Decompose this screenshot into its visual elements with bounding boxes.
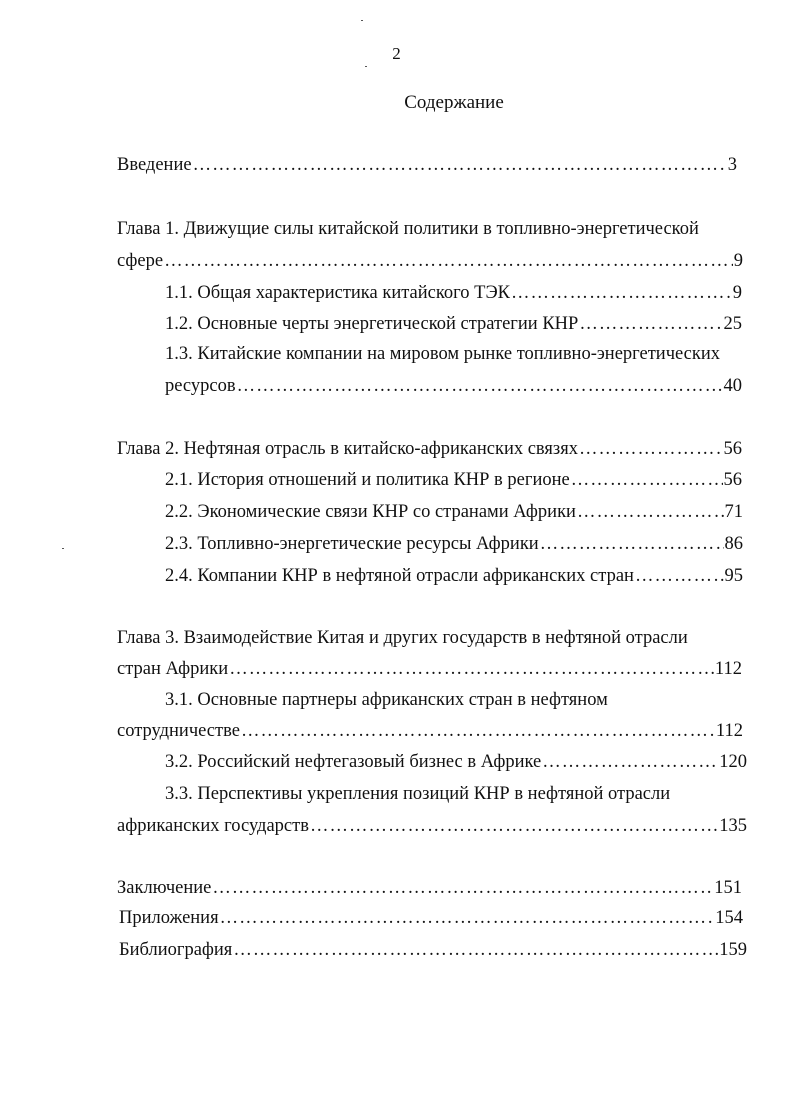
toc-label: 2.3. Топливно-энергетические ресурсы Африки	[165, 534, 539, 554]
scan-speck	[365, 66, 367, 67]
toc-leader	[540, 532, 724, 556]
toc-entry-chapter-3[interactable]	[117, 657, 742, 681]
toc-entry-1-3[interactable]	[165, 374, 742, 398]
toc-leader	[635, 564, 724, 588]
scan-speck	[361, 20, 363, 21]
toc-leader	[310, 814, 718, 838]
toc-page: 112	[714, 659, 742, 679]
toc-page: 95	[724, 566, 743, 586]
toc-page: 9	[732, 283, 742, 303]
toc-label: 1.1. Общая характеристика китайского ТЭК	[165, 283, 511, 303]
toc-entry-2-1[interactable]	[165, 468, 742, 492]
toc-leader	[571, 468, 723, 492]
toc-entry-intro[interactable]	[117, 153, 737, 177]
toc-label: ресурсов	[165, 376, 236, 396]
toc-entry-3-2[interactable]	[165, 750, 747, 774]
toc-leader	[233, 938, 718, 962]
toc-entry-chapter-1[interactable]	[117, 249, 743, 273]
toc-page: 40	[723, 376, 742, 396]
toc-page: 154	[715, 908, 743, 928]
toc-page: 86	[724, 534, 743, 554]
toc-leader	[579, 312, 722, 336]
toc-page: 3	[727, 155, 737, 175]
scan-speck	[62, 548, 64, 549]
toc-leader	[542, 750, 718, 774]
toc-leader	[164, 249, 733, 273]
toc-page: 120	[719, 752, 747, 772]
toc-section-1-3-title[interactable]: 1.3. Китайские компании на мировом рынке топливно-энергетических	[165, 344, 721, 364]
toc-label: 2.2. Экономические связи КНР со странами Африки	[165, 502, 576, 522]
toc-label: 3.2. Российский нефтегазовый бизнес в Африке	[165, 752, 542, 772]
toc-leader	[212, 876, 713, 900]
toc-label: 1.2. Основные черты энергетической стратегии КНР	[165, 314, 579, 334]
toc-entry-appendices[interactable]	[119, 906, 743, 930]
toc-leader	[579, 437, 722, 461]
toc-label: африканских государств	[117, 816, 309, 836]
toc-leader	[241, 719, 715, 743]
toc-entry-2-3[interactable]	[165, 532, 743, 556]
toc-section-3-1-title[interactable]: 3.1. Основные партнеры африканских стран в нефтяном	[165, 690, 608, 710]
toc-entry-3-3[interactable]	[117, 814, 747, 838]
toc-entry-3-1[interactable]	[117, 719, 743, 743]
toc-label: стран Африки	[117, 659, 229, 679]
toc-entry-chapter-2[interactable]	[117, 437, 742, 461]
toc-section-3-3-title[interactable]: 3.3. Перспективы укрепления позиций КНР в нефтяной отрасли	[165, 784, 671, 804]
toc-chapter-1-title[interactable]: Глава 1. Движущие силы китайской политики в топливно-энергетической	[117, 219, 699, 239]
toc-page: 71	[724, 502, 743, 522]
toc-page: 112	[715, 721, 743, 741]
toc-label: Приложения	[119, 908, 219, 928]
toc-label: Заключение	[117, 878, 212, 898]
toc-leader	[577, 500, 724, 524]
toc-label: Библиография	[119, 940, 233, 960]
toc-label: Глава 2. Нефтяная отрасль в китайско-африканских связях	[117, 439, 579, 459]
toc-page: 151	[714, 878, 742, 898]
toc-page: 159	[719, 940, 747, 960]
toc-entry-conclusion[interactable]	[117, 876, 742, 900]
toc-entry-2-2[interactable]	[165, 500, 743, 524]
toc-leader	[220, 906, 715, 930]
toc-leader	[511, 281, 732, 305]
toc-label: сфере	[117, 251, 164, 271]
toc-entry-1-2[interactable]	[165, 312, 742, 336]
toc-page: 25	[723, 314, 742, 334]
toc-label: сотрудничестве	[117, 721, 240, 741]
toc-page: 56	[723, 470, 742, 490]
toc-chapter-3-title[interactable]: Глава 3. Взаимодействие Китая и других государств в нефтяной отрасли	[117, 628, 688, 648]
page-number: 2	[392, 44, 401, 63]
page-title: Содержание	[404, 92, 504, 113]
toc-entry-1-1[interactable]	[165, 281, 742, 305]
toc-entry-2-4[interactable]	[165, 564, 743, 588]
toc-leader	[229, 657, 714, 681]
toc-leader	[237, 374, 723, 398]
toc-page: 135	[719, 816, 747, 836]
toc-entry-bibliography[interactable]	[119, 938, 747, 962]
toc-label: 2.1. История отношений и политика КНР в регионе	[165, 470, 570, 490]
toc-page: 9	[733, 251, 743, 271]
toc-leader	[193, 153, 727, 177]
toc-label: 2.4. Компании КНР в нефтяной отрасли африканских стран	[165, 566, 634, 586]
toc-page: 56	[723, 439, 742, 459]
toc-label: Введение	[117, 155, 192, 175]
